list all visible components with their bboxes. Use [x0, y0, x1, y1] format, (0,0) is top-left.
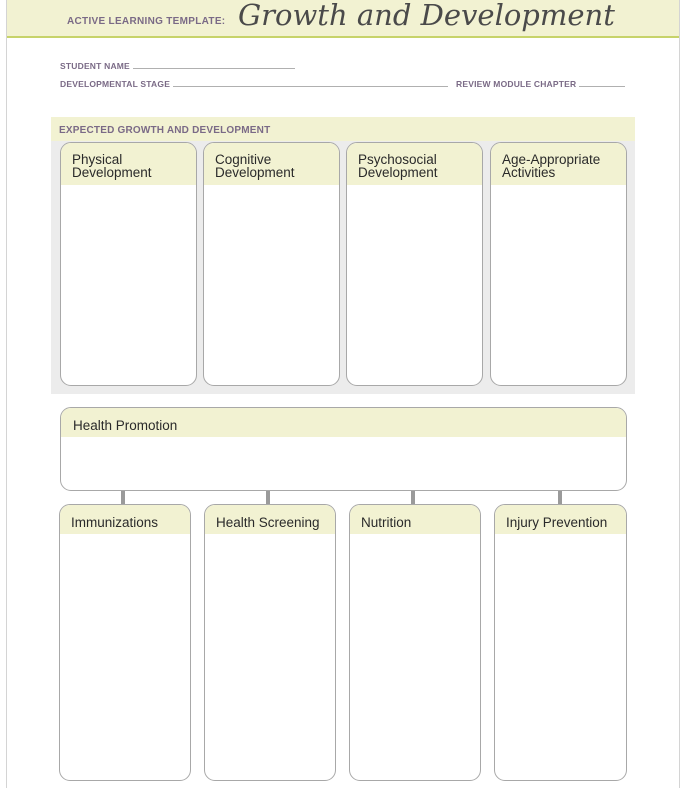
card-header [204, 143, 339, 185]
card-label: Cognitive Development [215, 152, 295, 180]
review-module-chapter-line[interactable] [579, 78, 625, 87]
student-name-field[interactable] [60, 60, 295, 71]
card-header [495, 505, 626, 534]
card-cognitive-development[interactable] [203, 142, 340, 386]
connector-line [558, 491, 562, 505]
card-age-appropriate-activities[interactable] [490, 142, 627, 386]
card-label: Age-Appropriate Activities [502, 152, 601, 180]
card-label: Injury Prevention [506, 515, 608, 530]
card-health-screening[interactable] [204, 504, 336, 781]
developmental-stage-line[interactable] [173, 78, 448, 87]
card-header [491, 143, 626, 185]
card-header [60, 505, 190, 534]
card-header [347, 143, 482, 185]
card-psychosocial-development[interactable] [346, 142, 483, 386]
developmental-stage-field[interactable] [60, 78, 448, 89]
card-health-promotion[interactable] [60, 407, 627, 491]
card-injury-prevention[interactable] [494, 504, 627, 781]
review-module-chapter-field[interactable] [456, 78, 625, 89]
template-label: ACTIVE LEARNING TEMPLATE: [67, 16, 226, 27]
header-band [7, 0, 679, 38]
connector-line [411, 491, 415, 505]
connector-line [121, 491, 125, 505]
card-header [61, 143, 196, 185]
card-header [61, 408, 626, 437]
student-name-line[interactable] [133, 60, 295, 69]
expected-growth-band [51, 117, 635, 141]
expected-growth-label: EXPECTED GROWTH AND DEVELOPMENT [59, 125, 271, 136]
student-name-label: STUDENT NAME [60, 61, 130, 71]
card-label: Nutrition [361, 515, 412, 530]
review-module-chapter-label: REVIEW MODULE CHAPTER [456, 79, 577, 89]
worksheet-page [6, 0, 680, 788]
card-physical-development[interactable] [60, 142, 197, 386]
card-nutrition[interactable] [349, 504, 481, 781]
card-label: Health Screening [216, 515, 320, 530]
card-label: Health Promotion [73, 418, 178, 433]
card-label: Physical Development [72, 152, 152, 180]
card-label: Immunizations [71, 515, 159, 530]
card-immunizations[interactable] [59, 504, 191, 781]
page-title: Growth and Development [238, 0, 615, 32]
connector-line [266, 491, 270, 505]
expected-growth-section [51, 117, 635, 394]
card-header [205, 505, 335, 534]
developmental-stage-label: DEVELOPMENTAL STAGE [60, 79, 171, 89]
card-label: Psychosocial Development [358, 152, 438, 180]
card-header [350, 505, 480, 534]
